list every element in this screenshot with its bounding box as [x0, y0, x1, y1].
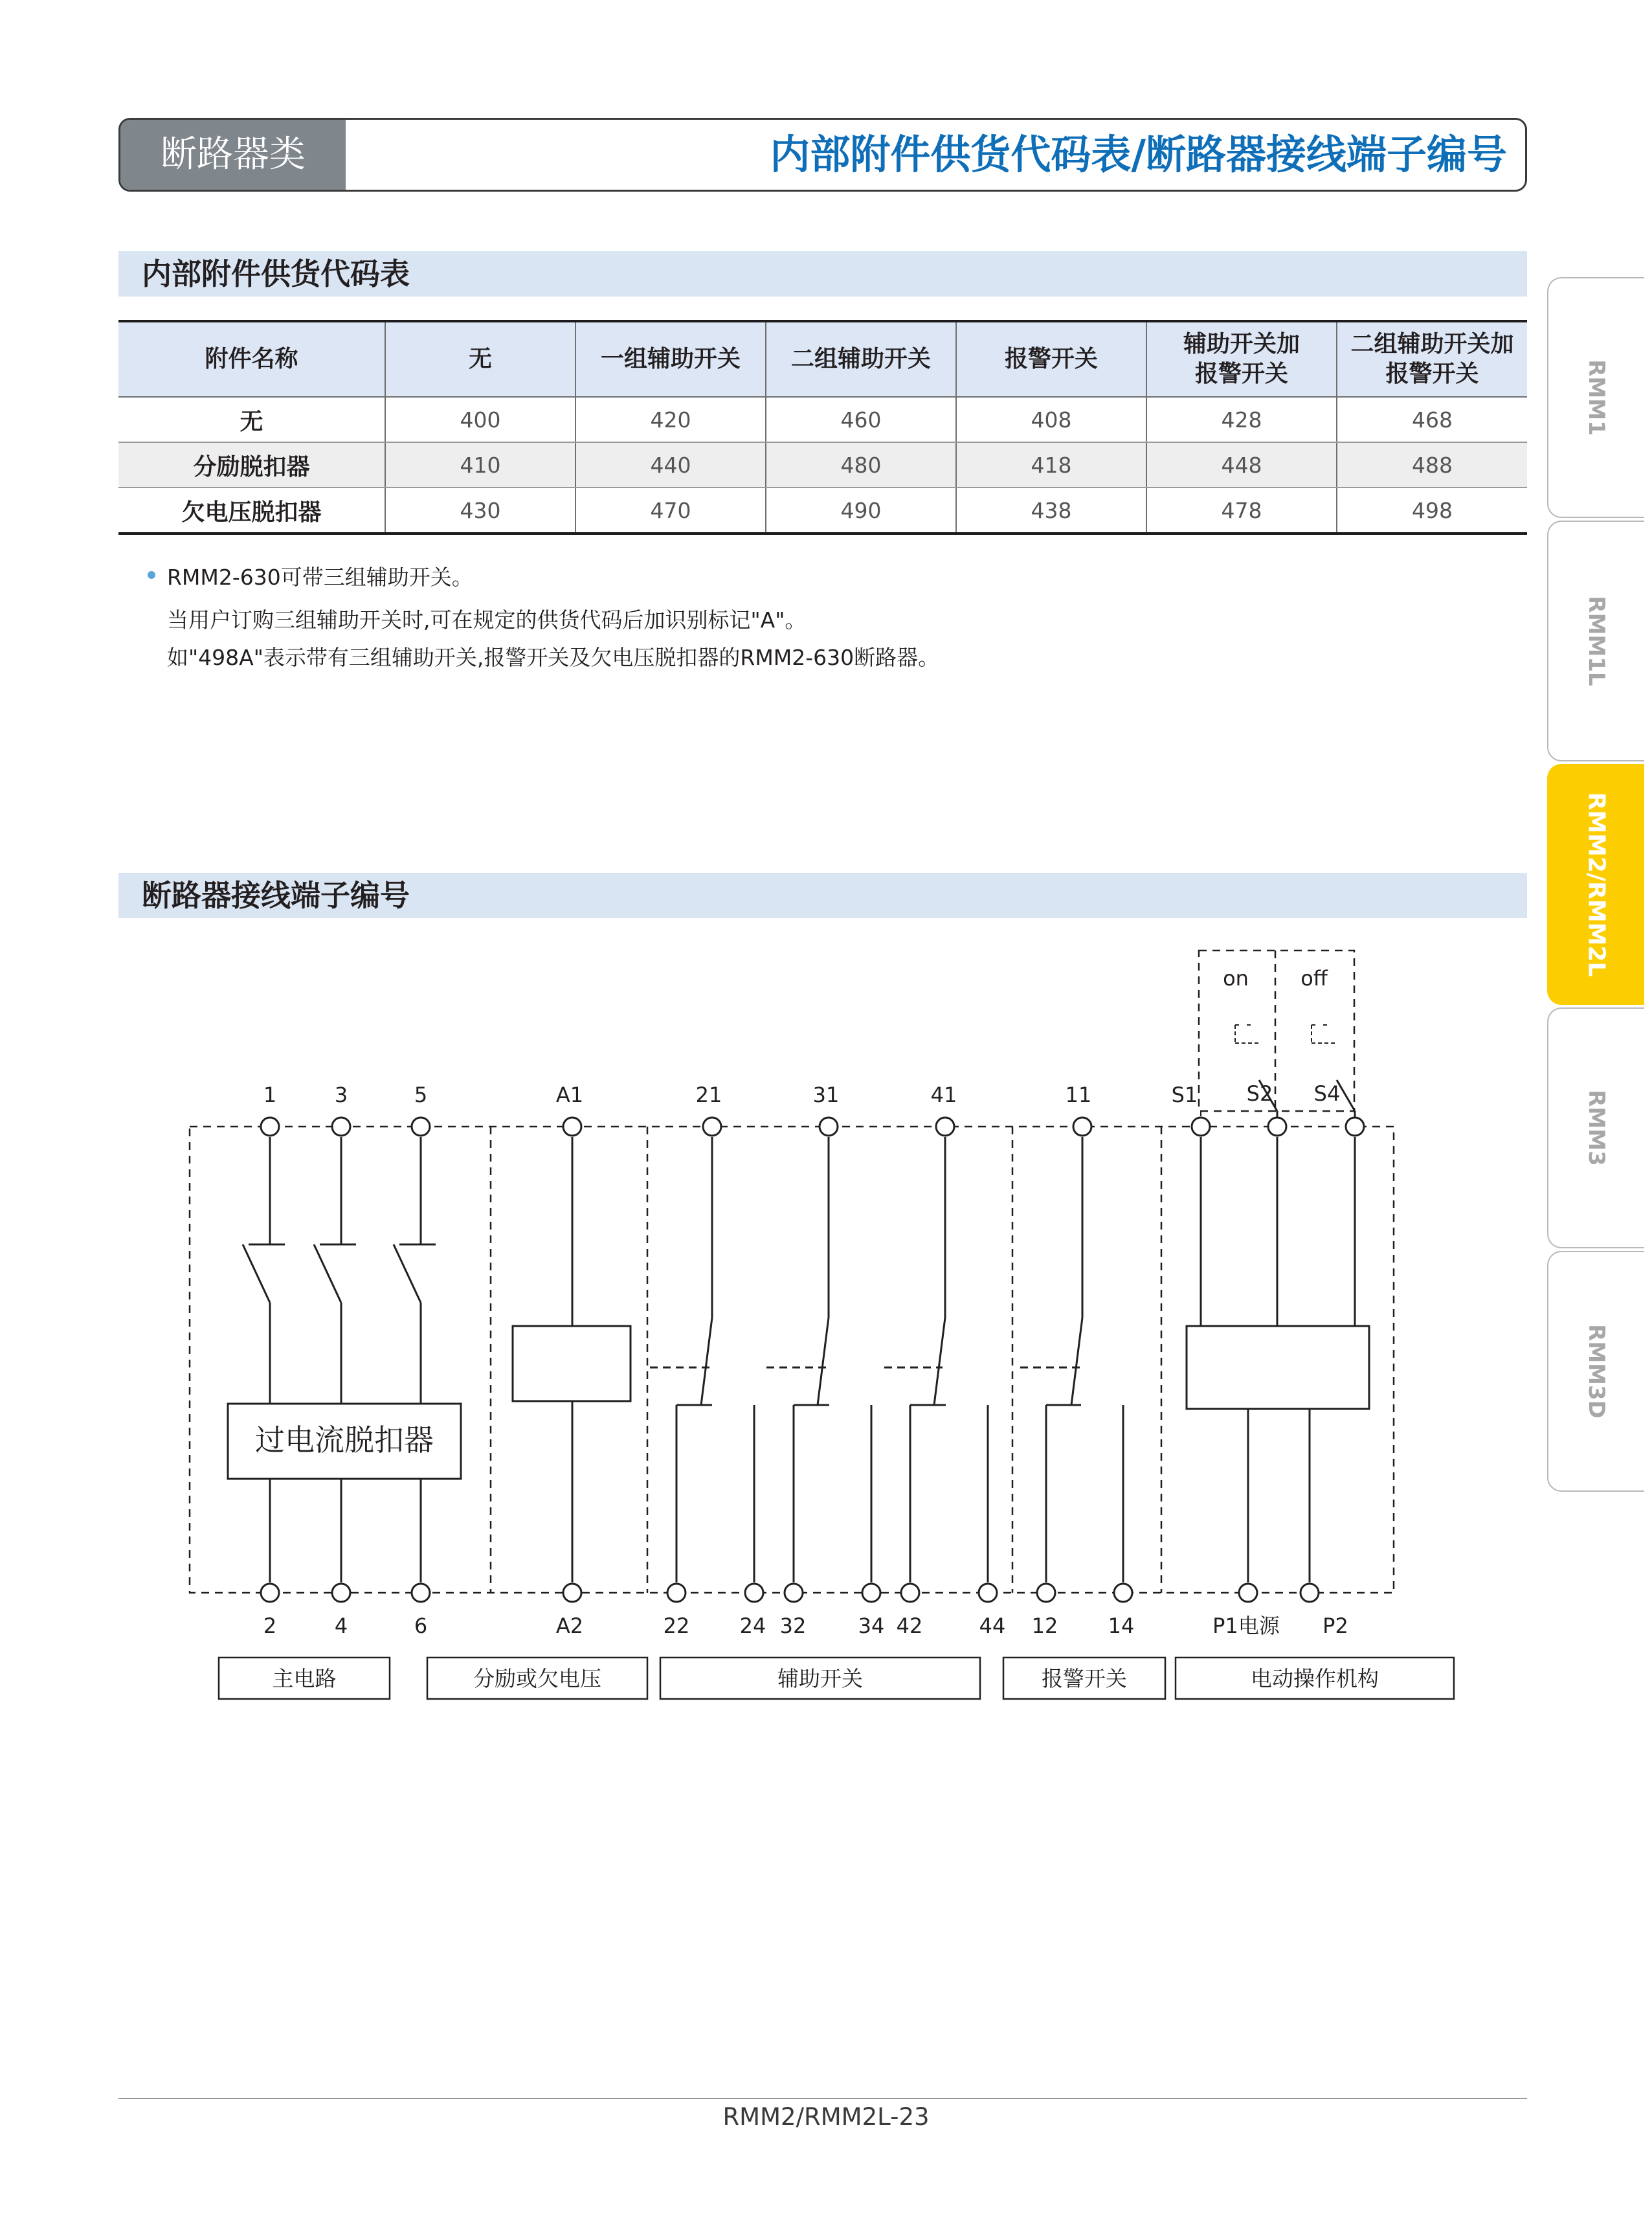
note-line: 当用户订购三组辅助开关时,可在规定的供货代码后加识别标记"A"。 [167, 607, 807, 633]
terminal-label: S2 [1246, 1081, 1273, 1106]
table-cell: 448 [1146, 442, 1337, 488]
terminal-label: 1 [263, 1083, 277, 1107]
side-tab-label: RMM1L [1583, 596, 1609, 686]
terminal-label: S1 [1171, 1083, 1198, 1107]
table-cell: 460 [766, 397, 956, 442]
terminal-label: P1电源 [1212, 1613, 1280, 1638]
table-cell: 428 [1146, 397, 1337, 442]
table-cell: 480 [766, 442, 956, 488]
terminal-label: 6 [414, 1613, 428, 1638]
table-cell: 478 [1146, 488, 1337, 534]
terminal-label: 42 [896, 1613, 923, 1638]
table-cell: 430 [385, 488, 575, 534]
table-cell: 490 [766, 488, 956, 534]
terminal-label: A2 [555, 1613, 584, 1638]
terminal-label: 44 [979, 1613, 1006, 1638]
terminal-circles [261, 1118, 1364, 1602]
terminal-label: 12 [1031, 1613, 1058, 1638]
terminal-label: 32 [779, 1613, 807, 1638]
terminal-label: 14 [1108, 1613, 1135, 1638]
table-cell: 440 [575, 442, 766, 488]
table-header: 无 [385, 321, 575, 397]
table-cell: 410 [385, 442, 575, 488]
alarm-switch [1020, 1137, 1123, 1582]
table-header: 附件名称 [118, 321, 385, 397]
group-label-main: 主电路 [272, 1666, 337, 1691]
table-cell: 无 [118, 397, 385, 442]
page-number: RMM2/RMM2L-23 [722, 2103, 930, 2131]
section-title: 内部附件供货代码表 [142, 256, 410, 291]
side-tab-label: RMM1 [1583, 359, 1609, 436]
table-cell: 420 [575, 397, 766, 442]
page-title: 内部附件供货代码表/断路器接线端子编号 [770, 131, 1507, 178]
section-title: 断路器接线端子编号 [142, 878, 410, 913]
shunt-coil [513, 1137, 631, 1582]
table-header: 报警开关 [956, 321, 1146, 397]
terminal-label: 4 [334, 1613, 348, 1638]
overcurrent-label: 过电流脱扣器 [255, 1422, 434, 1457]
diagram-frame [190, 1127, 1394, 1593]
terminal-label: 22 [663, 1613, 690, 1638]
group-label-motor: 电动操作机构 [1251, 1666, 1379, 1691]
footer-divider [118, 2098, 1527, 2099]
switch-label-off: off [1300, 966, 1328, 991]
table-cell: 408 [956, 397, 1146, 442]
table-cell: 468 [1337, 397, 1527, 442]
table-cell: 400 [385, 397, 575, 442]
table-header: 一组辅助开关 [575, 321, 766, 397]
group-label-shunt: 分励或欠电压 [473, 1666, 601, 1691]
aux-switches [650, 1137, 988, 1582]
terminal-label: 11 [1065, 1083, 1092, 1107]
terminal-label: 41 [930, 1083, 957, 1107]
terminal-label: A1 [555, 1083, 584, 1107]
category-label: 断路器类 [120, 120, 346, 190]
terminal-label: 21 [695, 1083, 722, 1107]
terminal-label: 5 [414, 1083, 428, 1107]
table-header: 二组辅助开关 [766, 321, 956, 397]
table-cell: 分励脱扣器 [118, 442, 385, 488]
terminal-label: S4 [1313, 1081, 1341, 1106]
table-cell: 418 [956, 442, 1146, 488]
table-cell: 438 [956, 488, 1146, 534]
main-circuit-poles [243, 1137, 436, 1582]
terminal-label: 3 [334, 1083, 348, 1107]
table-cell: 488 [1337, 442, 1527, 488]
motor-mechanism [1187, 950, 1369, 1582]
note-line: RMM2-630可带三组辅助开关。 [167, 565, 473, 590]
side-tab-label: RMM3D [1583, 1324, 1609, 1419]
terminal-label: 34 [858, 1613, 885, 1638]
table-cell: 欠电压脱扣器 [118, 488, 385, 534]
table-header: 二组辅助开关加 报警开关 [1337, 321, 1527, 397]
terminal-label: 31 [812, 1083, 840, 1107]
note-line: 如"498A"表示带有三组辅助开关,报警开关及欠电压脱扣器的RMM2-630断路器。 [167, 645, 940, 670]
terminal-label: 24 [739, 1613, 766, 1638]
group-label-aux: 辅助开关 [777, 1666, 863, 1691]
side-tab-label: RMM2/RMM2L [1583, 792, 1610, 977]
terminal-label: P2 [1323, 1613, 1348, 1638]
table-cell: 498 [1337, 488, 1527, 534]
side-tab-label: RMM3 [1583, 1090, 1609, 1166]
table-cell: 470 [575, 488, 766, 534]
table-header: 辅助开关加 报警开关 [1146, 321, 1337, 397]
switch-label-on: on [1223, 966, 1249, 991]
terminal-label: 2 [263, 1613, 277, 1638]
group-label-alarm: 报警开关 [1042, 1666, 1127, 1691]
